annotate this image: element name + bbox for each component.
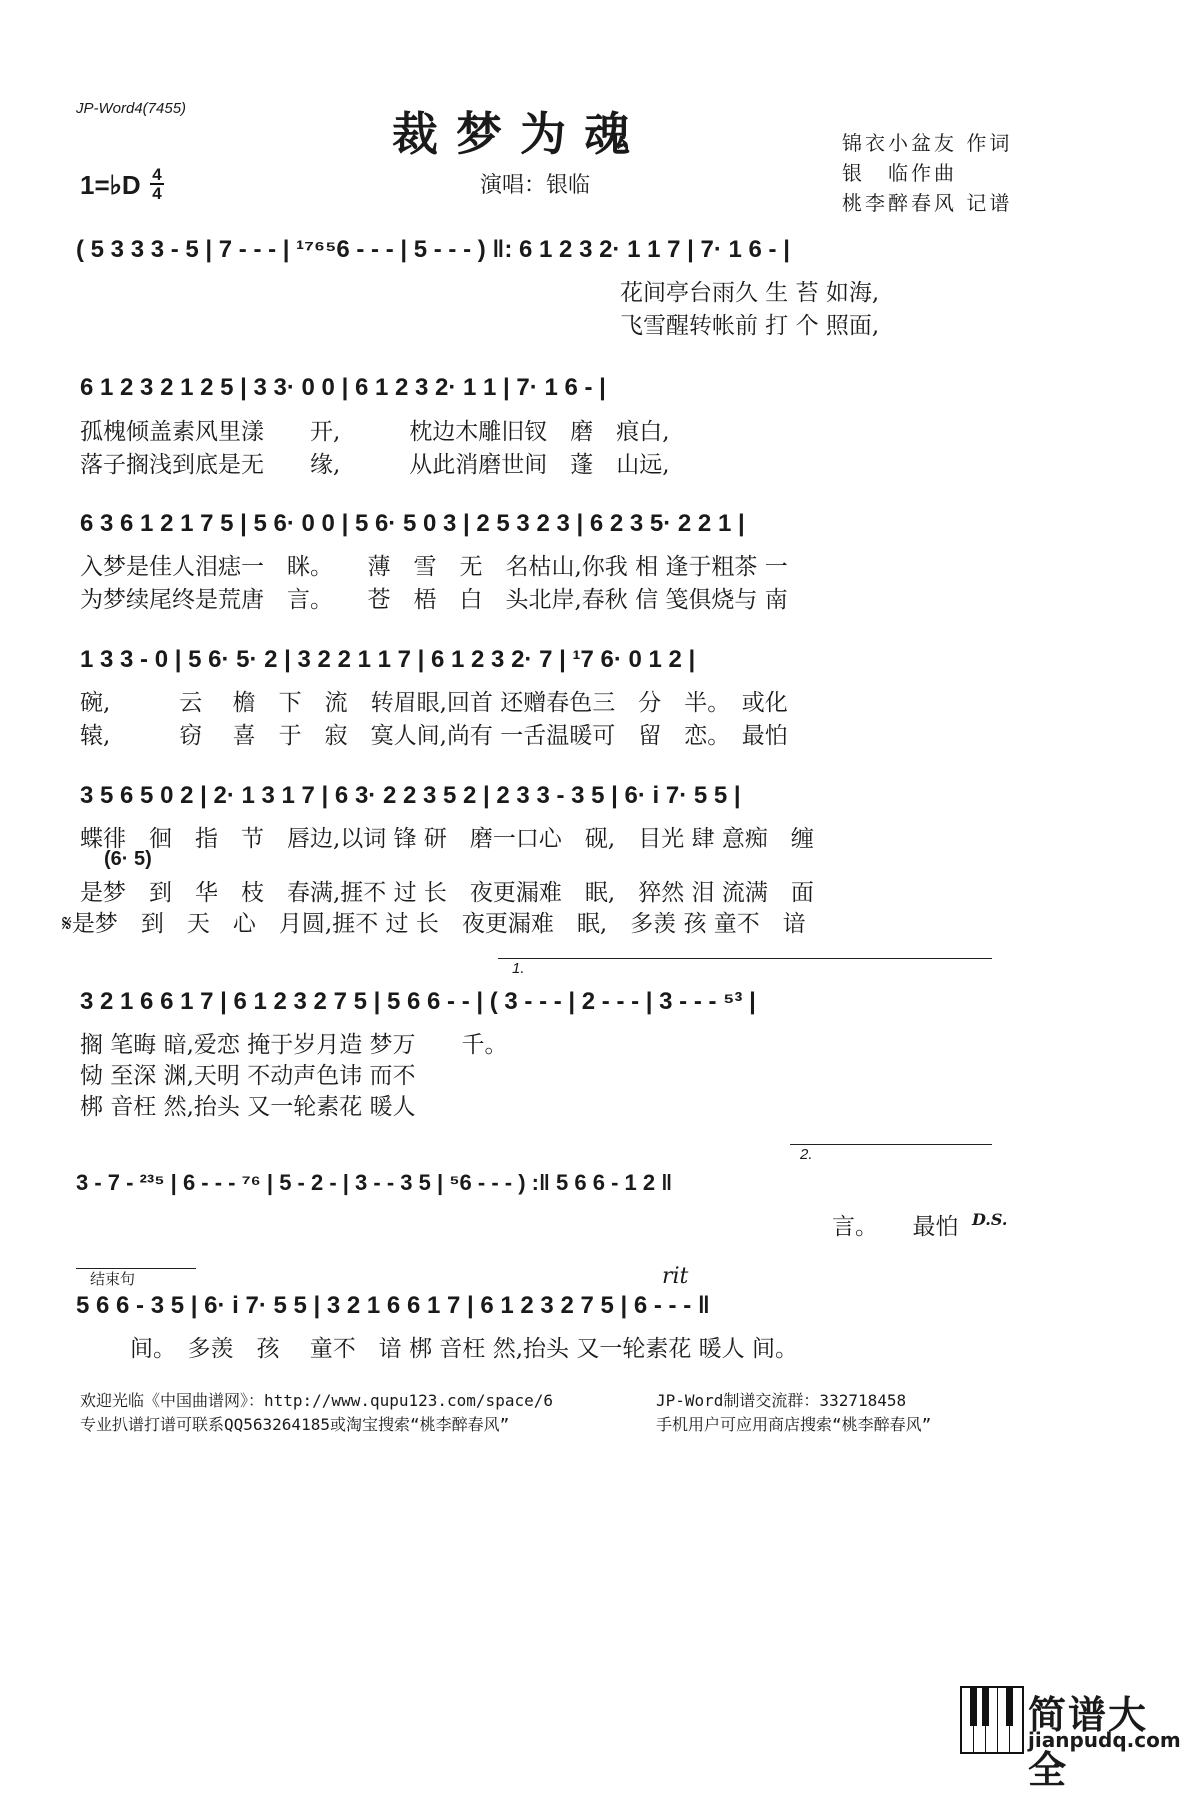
lyric-3a: 入梦是佳人泪痣一 眯。 薄 雪 无 名枯山,你我 相 逢于粗茶 一: [80, 554, 788, 580]
site-logo: [960, 1686, 1181, 1792]
song-title: 裁梦为魂: [392, 107, 648, 161]
ds-marking: D.S.: [972, 1210, 1008, 1229]
notes-line-7: 3 - 7 - ²³⁵ | 6 - - - ⁷⁶ | 5 - 2 - | 3 - - 3 5 | ⁵6 - - - ) :‖ 5 6 6 - 1 2 ‖: [76, 1170, 673, 1195]
volta-2-bracket: [790, 1144, 992, 1145]
volta-2-label: 2.: [800, 1146, 813, 1163]
logo-url: jianpudq.com: [1028, 1728, 1181, 1752]
rit-marking: rit: [662, 1264, 689, 1289]
lyric-4b: 辕, 窃 喜 于 寂 寞人间,尚有 一舌温暖可 留 恋。 最怕: [80, 723, 788, 749]
time-denominator: 4: [152, 184, 162, 203]
credits: [842, 128, 1012, 218]
lyric-5c: 𝄋是梦 到 天 心 月圆,捱不 过 长 夜更漏难 眠, 多羡 孩 童不 谙: [62, 911, 806, 937]
key-signature: [80, 170, 141, 201]
lyric-4a: 碗, 云 檐 下 流 转眉眼,回首 还赠春色三 分 半。 或化: [80, 690, 788, 716]
software-label: JP-Word4(7455): [76, 100, 187, 117]
volta-1-label: 1.: [512, 960, 525, 977]
lyric-1b: 飞雪醒转帐前 打 个 照面,: [620, 313, 880, 339]
lyric-7a: 言。 最怕: [832, 1214, 959, 1240]
lyric-8a: 间。 多羡 孩 童不 谙 梆 音枉 然,抬头 又一轮素花 暖人 间。: [130, 1336, 798, 1362]
notes-line-2: 6 1 2 3 2 1 2 5 | 3 3· 0 0 | 6 1 2 3 2· 1 1 | 7· 1 6 - |: [80, 374, 606, 401]
time-signature: [150, 166, 164, 202]
lyric-5b: 是梦 到 华 枝 春满,捱不 过 长 夜更漏难 眠, 猝然 泪 流满 面: [80, 880, 814, 906]
time-numerator: 4: [152, 165, 162, 184]
variant-notes: (6· 5): [104, 848, 152, 870]
notes-line-5: 3 5 6 5 0 2 | 2· 1 3 1 7 | 6 3· 2 2 3 5 2 | 2 3 3 - 3 5 | 6· i 7· 5 5 |: [80, 782, 741, 809]
lyric-3b: 为梦续尾终是荒唐 言。 苍 梧 白 头北岸,春秋 信 笺俱烧与 南: [80, 587, 788, 613]
notes-line-1: ( 5 3 3 3 - 5 | 7 - - - | ¹⁷⁶⁵6 - - - | 5 - - - ) ‖: 6 1 2 3 2· 1 1 7 | 7· 1 6 - |: [76, 236, 790, 263]
footer-line-1-left: 欢迎光临《中国曲谱网》：http://www.qupu123.com/space/6: [80, 1391, 553, 1410]
lyricist: 锦衣小盆友 作词: [842, 131, 1013, 155]
transcriber: 桃李醉春风 记谱: [842, 191, 1013, 215]
piano-icon: [960, 1686, 1024, 1754]
lyric-5a: 蝶徘 徊 指 节 唇边,以词 锋 研 磨一口心 砚, 目光 肆 意痴 缠: [80, 826, 814, 852]
coda-label: 结束句: [90, 1271, 136, 1288]
lyric-6a: 搁 笔晦 暗,爱恋 掩于岁月造 梦万 千。: [80, 1032, 508, 1058]
lyric-6c: 梆 音枉 然,抬头 又一轮素花 暖人: [80, 1094, 416, 1120]
logo-name: 简谱大全: [1028, 1693, 1149, 1792]
notes-line-8: 5 6 6 - 3 5 | 6· i 7· 5 5 | 3 2 1 6 6 1 7 | 6 1 2 3 2 7 5 | 6 - - - ‖: [76, 1292, 710, 1319]
lyric-6b: 恸 至深 渊,天明 不动声色讳 而不: [80, 1063, 416, 1089]
notes-line-3: 6 3 6 1 2 1 7 5 | 5 6· 0 0 | 5 6· 5 0 3 | 2 5 3 2 3 | 6 2 3 5· 2 2 1 |: [80, 510, 745, 537]
lyric-1a: 花间亭台雨久 生 苔 如海,: [620, 280, 880, 306]
composer: 银 临作曲: [842, 161, 957, 185]
footer-line-1-right: JP-Word制谱交流群：332718458: [656, 1391, 907, 1410]
notes-line-6: 3 2 1 6 6 1 7 | 6 1 2 3 2 7 5 | 5 6 6 - - | ( 3 - - - | 2 - - - | 3 - - - ⁵³ |: [80, 988, 756, 1015]
key-text: 1=♭D: [80, 170, 141, 200]
footer-line-2-right: 手机用户可应用商店搜索“桃李醉春风”: [656, 1415, 932, 1434]
lyric-2a: 孤槐倾盖素风里漾 开, 枕边木雕旧钗 磨 痕白,: [80, 419, 670, 445]
lyric-2b: 落子搁浅到底是无 缘, 从此消磨世间 蓬 山远,: [80, 452, 670, 478]
notes-line-4: 1 3 3 - 0 | 5 6· 5· 2 | 3 2 2 1 1 7 | 6 1 2 3 2· 7 | ¹7 6· 0 1 2 |: [80, 646, 696, 673]
volta-1-bracket: [498, 958, 992, 959]
footer-line-2-left: 专业扒谱打谱可联系QQ563264185或淘宝搜索“桃李醉春风”: [80, 1415, 510, 1434]
singer: 演唱：银临: [480, 173, 591, 198]
